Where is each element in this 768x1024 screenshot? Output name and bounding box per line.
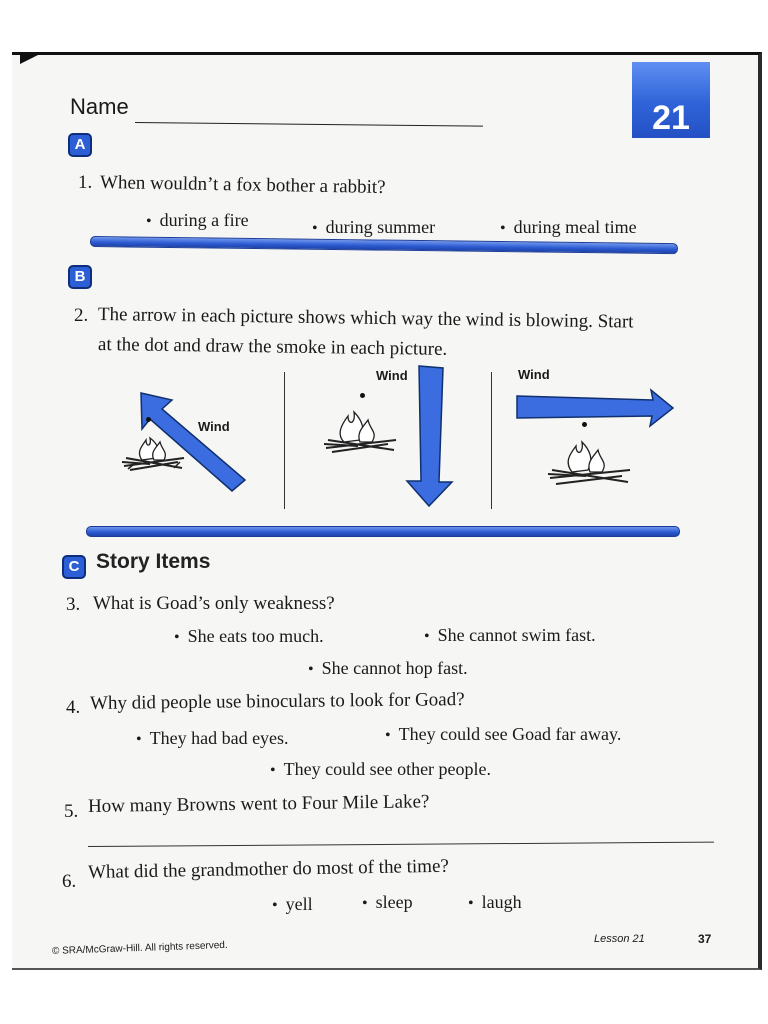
q4-option-3[interactable]: • They could see other people.: [270, 759, 492, 779]
section-c-badge: C: [62, 555, 86, 579]
question-1-number: 1.: [78, 172, 93, 193]
question-2-line-2: at the dot and draw the smoke in each picture.: [97, 334, 448, 360]
question-2-line-1: The arrow in each picture shows which way the wind is blowing. Start: [97, 304, 634, 333]
q4-option-2-label: They could see Goad far away.: [398, 724, 622, 744]
name-label: Name: [70, 94, 129, 119]
q1-option-3[interactable]: • during meal time: [500, 217, 637, 237]
q6-option-3-label: laugh: [481, 892, 522, 912]
question-6-text: What did the grandmother do most of the time?: [87, 855, 450, 883]
question-6-number: 6.: [62, 871, 77, 892]
footer-lesson-label: Lesson 21: [594, 933, 645, 945]
q4-option-1[interactable]: • They had bad eyes.: [136, 728, 289, 748]
wind-label-2: Wind: [376, 368, 408, 383]
q3-option-2-label: She cannot swim fast.: [437, 625, 596, 645]
question-3-text: What is Goad’s only weakness?: [93, 593, 335, 614]
q3-option-1[interactable]: • She eats too much.: [174, 626, 324, 646]
question-2-number: 2.: [74, 305, 89, 326]
lesson-number-tab: 21: [632, 62, 710, 138]
picture-divider-1: [284, 372, 285, 509]
question-5-text: How many Browns went to Four Mile Lake?: [87, 791, 430, 817]
section-a-badge: A: [68, 133, 92, 157]
wind-arrow-icon: [402, 364, 462, 510]
question-4-number: 4.: [66, 697, 81, 718]
picture-divider-2: [491, 372, 492, 509]
q3-option-2[interactable]: • She cannot swim fast.: [424, 625, 596, 645]
wind-label-1: Wind: [198, 419, 230, 434]
q4-option-1-label: They had bad eyes.: [149, 728, 289, 748]
section-b-badge: B: [68, 265, 92, 289]
start-dot-1[interactable]: [146, 417, 151, 422]
page-number: 37: [698, 932, 712, 946]
q6-option-1-label: yell: [285, 894, 313, 914]
campfire-icon: [322, 404, 402, 456]
campfire-icon: [544, 434, 636, 488]
q4-option-2[interactable]: • They could see Goad far away.: [385, 724, 622, 744]
question-1-text: When wouldn’t a fox bother a rabbit?: [99, 172, 386, 198]
q6-option-2[interactable]: • sleep: [362, 892, 413, 912]
q1-option-3-label: during meal time: [513, 217, 637, 237]
wind-label-3: Wind: [518, 367, 550, 382]
q1-option-2[interactable]: • during summer: [312, 217, 436, 237]
q6-option-2-label: sleep: [375, 892, 413, 912]
q3-option-1-label: She eats too much.: [187, 626, 324, 646]
story-items-heading: Story Items: [96, 550, 211, 573]
question-3-number: 3.: [66, 594, 81, 615]
question-5-number: 5.: [64, 801, 79, 822]
campfire-icon: [120, 428, 190, 473]
q4-option-3-label: They could see other people.: [283, 759, 492, 779]
wind-arrow-icon: [515, 388, 677, 428]
question-4-text: Why did people use binoculars to look for Goad?: [89, 689, 465, 714]
q6-option-1[interactable]: • yell: [272, 894, 313, 914]
q1-option-2-label: during summer: [325, 217, 436, 237]
page-corner: [20, 52, 44, 64]
q3-option-3-label: She cannot hop fast.: [321, 658, 468, 678]
q1-option-1-label: during a fire: [159, 210, 249, 230]
start-dot-3[interactable]: [582, 422, 587, 427]
start-dot-2[interactable]: [360, 393, 365, 398]
copyright-notice: © SRA/McGraw-Hill. All rights reserved.: [51, 939, 228, 957]
q1-option-1[interactable]: • during a fire: [146, 210, 249, 230]
section-divider-b: [86, 526, 680, 537]
q3-option-3[interactable]: • She cannot hop fast.: [308, 658, 468, 678]
q6-option-3[interactable]: • laugh: [468, 892, 522, 912]
